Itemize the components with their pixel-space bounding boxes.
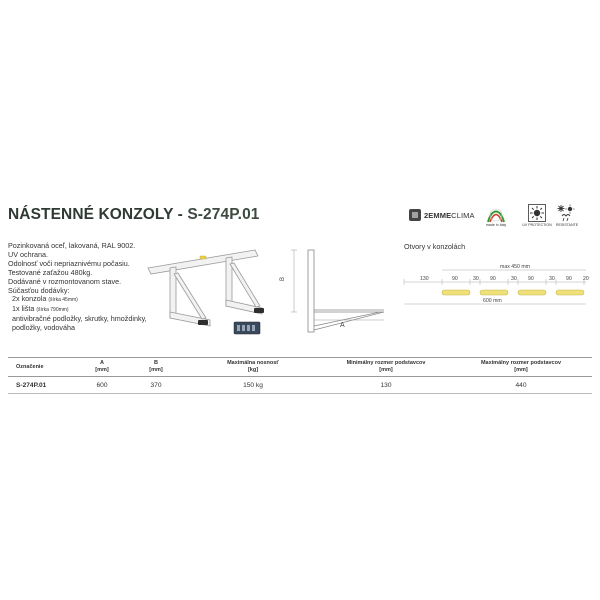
- segment-label: 30: [511, 276, 517, 282]
- segment-label: 90: [528, 276, 534, 282]
- segment-label: 90: [452, 276, 458, 282]
- weather-resistant-icon: [556, 203, 576, 223]
- segment-label: 20: [583, 276, 589, 282]
- badge-uv-label: UV PROTECTION: [522, 223, 552, 227]
- title-main: NÁSTENNÉ KONZOLY: [8, 206, 174, 223]
- table-cell: 600: [76, 377, 128, 394]
- column-header: B [mm]: [128, 358, 184, 377]
- segment-label: 90: [490, 276, 496, 282]
- badge-resistant-label: RESISTANTE: [555, 223, 579, 227]
- segment-label: 30: [549, 276, 555, 282]
- badge-made-in-italy-label: made in Italy: [485, 223, 507, 227]
- dimension-b-label: B: [280, 276, 287, 282]
- supply-item: 1x lišta (šírka 790mm): [12, 304, 69, 314]
- segment-label: 130: [420, 276, 429, 282]
- table-row: [8, 377, 592, 394]
- brand-name: 2EMMECLIMA: [424, 210, 475, 220]
- bracket-dimension-diagram: [280, 246, 390, 338]
- supply-item: podložky, vodováha: [12, 323, 75, 333]
- segment-label: 90: [566, 276, 572, 282]
- supply-item: antivibračné podložky, skrutky, hmoždinky,: [12, 314, 147, 324]
- max-dimension-label: max 450 mm: [500, 264, 530, 270]
- table-cell: S-274P.01: [8, 377, 76, 394]
- total-dimension-label: 600 mm: [483, 298, 502, 304]
- page-title: [8, 206, 260, 224]
- holes-title: Otvory v konzolách: [404, 242, 466, 251]
- title-dash: -: [177, 206, 183, 223]
- description-line: Dodávané v rozmontovanom stave.: [8, 276, 122, 286]
- segment-label: 30: [473, 276, 479, 282]
- description-line: Súčasťou dodávky:: [8, 285, 70, 295]
- column-header: Minimálny rozmer podstavcov [mm]: [322, 358, 450, 377]
- table-header-row: [8, 358, 592, 377]
- description-line: Pozinkovaná oceľ, lakovaná, RAL 9002.: [8, 241, 136, 250]
- bracket-product-image: [140, 246, 280, 338]
- brand-logo: [408, 208, 475, 222]
- description-line: Odolnosť voči nepriaznivému počasiu.: [8, 258, 130, 268]
- table-cell: 130: [322, 377, 450, 394]
- description-line: UV ochrana.: [8, 249, 48, 259]
- dimension-a-label: A: [340, 322, 345, 329]
- table-cell: 370: [128, 377, 184, 394]
- product-description: [8, 242, 147, 333]
- column-header: Maximálny rozmer podstavcov [mm]: [450, 358, 592, 377]
- uv-protection-icon: [528, 204, 546, 222]
- brand-mark-icon: [408, 208, 422, 222]
- spec-table: [8, 357, 592, 394]
- table-cell: 440: [450, 377, 592, 394]
- column-header: Označenie: [8, 358, 76, 377]
- table-cell: 150 kg: [184, 377, 322, 394]
- column-header: A [mm]: [76, 358, 128, 377]
- title-code: S-274P.01: [187, 206, 260, 223]
- description-line: Testované zaťažou 480kg.: [8, 267, 93, 277]
- column-header: Maximálna nosnosť [kg]: [184, 358, 322, 377]
- supply-item: 2x konzola (šírka 45mm): [12, 294, 78, 304]
